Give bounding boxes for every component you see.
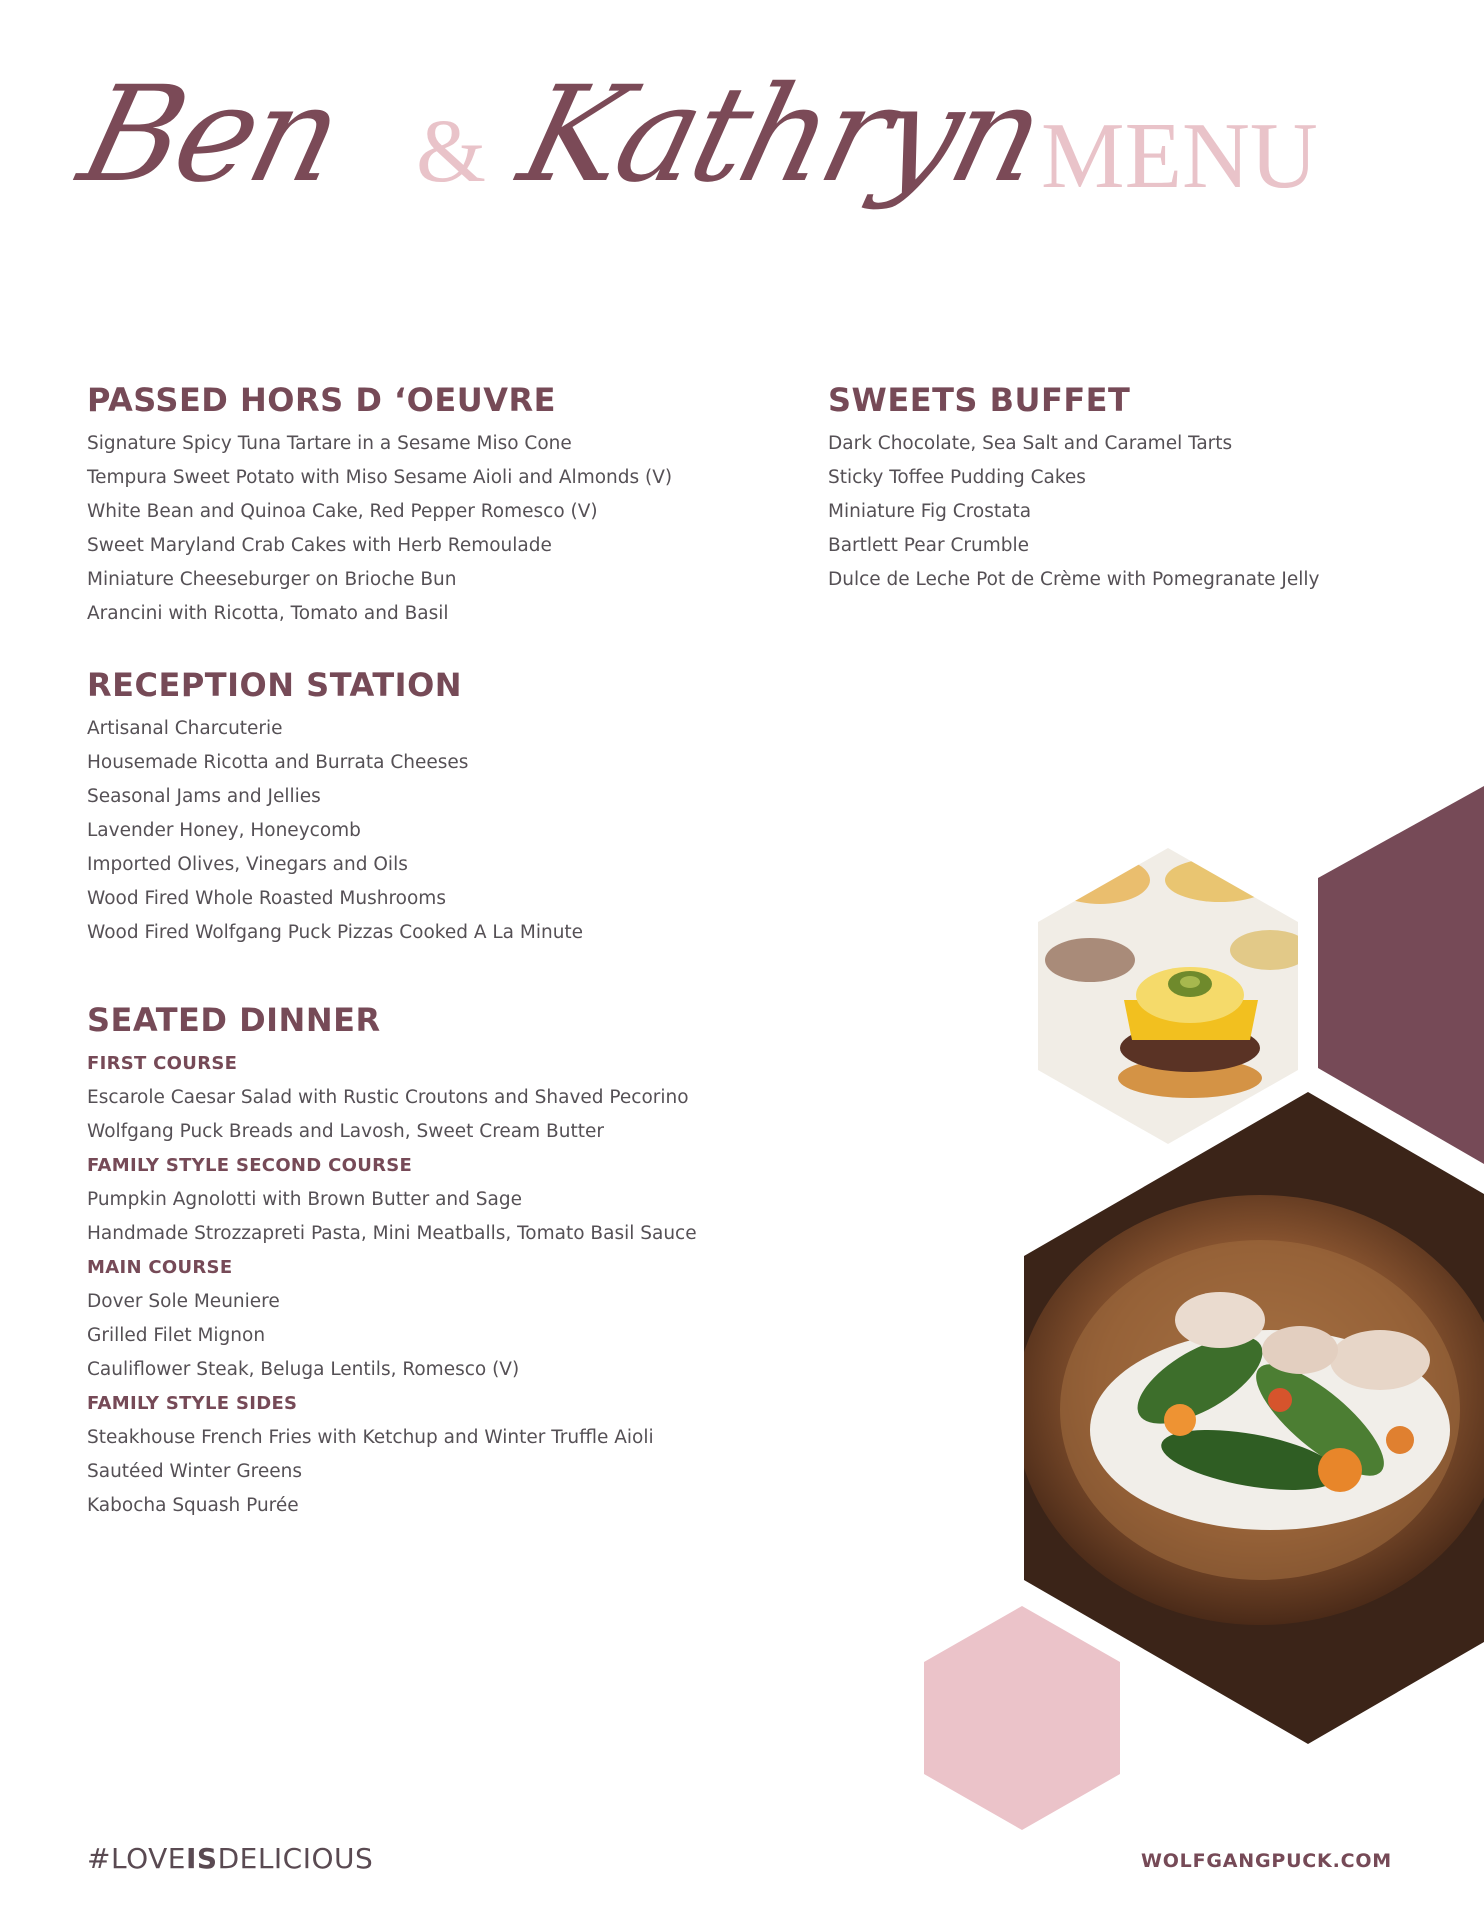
mini-cheeseburger-photo [1030, 840, 1310, 1150]
menu-item: Escarole Caesar Salad with Rustic Croutons and Shaved Pecorino [87, 1087, 689, 1108]
menu-item: Dark Chocolate, Sea Salt and Caramel Tarts [828, 433, 1233, 454]
course-heading: FAMILY STYLE SECOND COURSE [87, 1155, 413, 1176]
section-title: SWEETS BUFFET [828, 381, 1131, 419]
plum-hexagon [1318, 786, 1484, 1164]
menu-item: Bartlett Pear Crumble [828, 535, 1030, 556]
menu-item: Sautéed Winter Greens [87, 1461, 302, 1482]
title-name-kathryn: Kathryn [506, 58, 1056, 212]
right-column [828, 380, 1428, 631]
menu-item: Imported Olives, Vinegars and Oils [87, 854, 408, 875]
menu-item: Housemade Ricotta and Burrata Cheeses [87, 752, 469, 773]
hashtag-part: #LOVE [87, 1842, 186, 1875]
title-ampersand: & [416, 102, 487, 201]
menu-item: Dover Sole Meuniere [87, 1291, 280, 1312]
menu-item: Miniature Fig Crostata [828, 501, 1032, 522]
sweets-buffet-section [828, 380, 1428, 597]
course-heading: MAIN COURSE [87, 1257, 233, 1278]
menu-title [66, 50, 1318, 250]
menu-item: Pumpkin Agnolotti with Brown Butter and Sage [87, 1189, 522, 1210]
menu-item: Arancini with Ricotta, Tomato and Basil [87, 603, 449, 624]
hashtag-part: DELICIOUS [217, 1842, 374, 1875]
passed-hors-doeuvre-section [87, 380, 787, 631]
pink-hexagon [924, 1606, 1120, 1830]
menu-item: Wood Fired Wolfgang Puck Pizzas Cooked A La Minute [87, 922, 584, 943]
title-name-ben: Ben [66, 58, 354, 212]
course-heading: FIRST COURSE [87, 1053, 238, 1074]
menu-item: Wolfgang Puck Breads and Lavosh, Sweet Cream Butter [87, 1121, 604, 1142]
seated-dinner-section [87, 1000, 787, 1523]
menu-item: Signature Spicy Tuna Tartare in a Sesame Miso Cone [87, 433, 572, 454]
menu-item: Sticky Toffee Pudding Cakes [828, 467, 1086, 488]
menu-item: Lavender Honey, Honeycomb [87, 820, 361, 841]
section-title: SEATED DINNER [87, 1001, 381, 1039]
left-column [87, 380, 787, 1557]
website-link[interactable]: WOLFGANGPUCK.COM [1140, 1850, 1392, 1872]
menu-item: Kabocha Squash Purée [87, 1495, 299, 1516]
menu-item: Seasonal Jams and Jellies [87, 786, 321, 807]
menu-item: Dulce de Leche Pot de Crème with Pomegranate Jelly [828, 569, 1320, 590]
hashtag-emphasis: IS [185, 1842, 218, 1875]
title-menu-word: MENU [1041, 104, 1318, 208]
section-title: PASSED HORS D ‘OEUVRE [87, 381, 556, 419]
section-title: RECEPTION STATION [87, 666, 463, 704]
menu-item: Artisanal Charcuterie [87, 718, 283, 739]
menu-item: Wood Fired Whole Roasted Mushrooms [87, 888, 446, 909]
reception-station-section [87, 665, 787, 950]
menu-item: Grilled Filet Mignon [87, 1325, 266, 1346]
course-heading: FAMILY STYLE SIDES [87, 1393, 298, 1414]
salad-plate-photo [1015, 1090, 1484, 1750]
menu-item: Sweet Maryland Crab Cakes with Herb Remoulade [87, 535, 552, 556]
menu-item: White Bean and Quinoa Cake, Red Pepper Romesco (V) [87, 501, 598, 522]
menu-item: Steakhouse French Fries with Ketchup and Winter Truffle Aioli [87, 1427, 654, 1448]
menu-item: Tempura Sweet Potato with Miso Sesame Aioli and Almonds (V) [87, 467, 673, 488]
hashtag [87, 1842, 373, 1875]
menu-item: Cauliflower Steak, Beluga Lentils, Romesco (V) [87, 1359, 520, 1380]
menu-item: Miniature Cheeseburger on Brioche Bun [87, 569, 457, 590]
menu-item: Handmade Strozzapreti Pasta, Mini Meatballs, Tomato Basil Sauce [87, 1223, 697, 1244]
